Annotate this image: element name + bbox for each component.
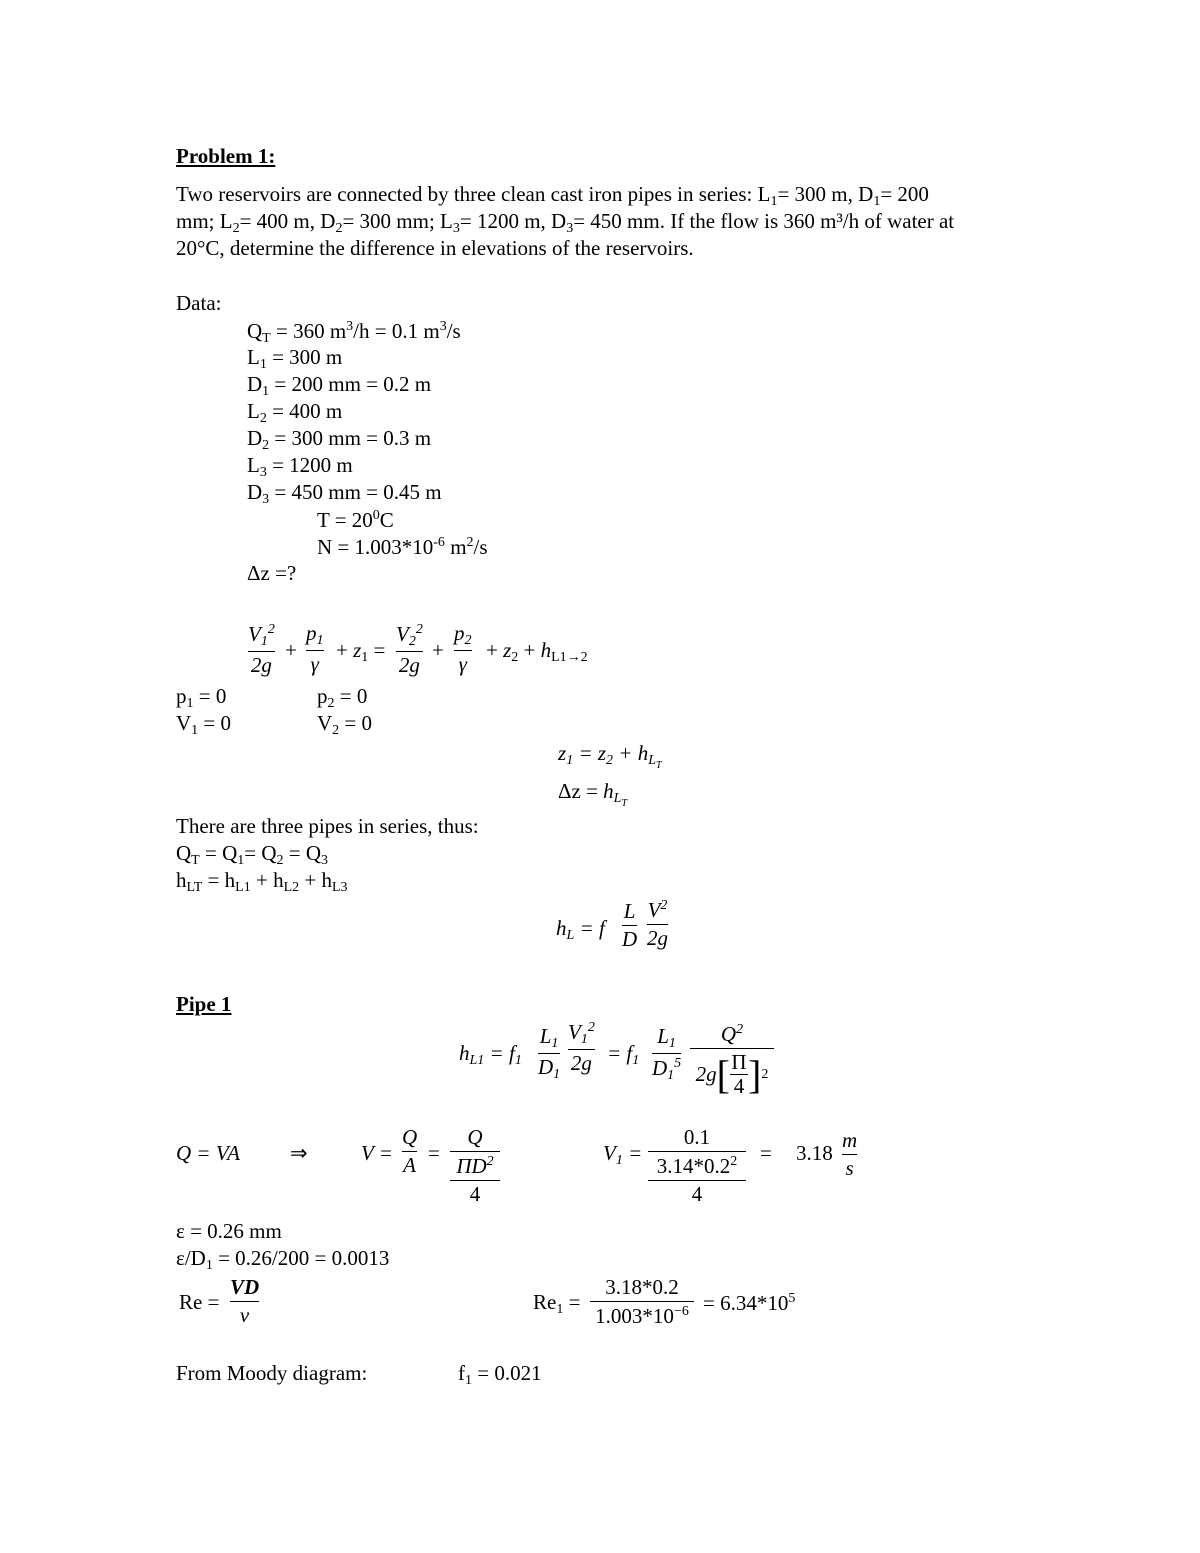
result-dz: $\Delta z = h_{L_T}$	[558, 779, 628, 809]
data-item-d1: $D_1 = 200$ mm = 0.2 m	[247, 372, 432, 399]
series-flow: $Q_T = Q_1= Q_2 = Q_3$	[176, 841, 329, 868]
statement-line-1: Two reservoirs are connected by three clean cast iron pipes in series: $L_1= 300$ m, $D_1= 200$	[176, 182, 929, 209]
data-item-l2: $L_2 = 400$ m	[247, 399, 343, 426]
series-text: There are three pipes in series, thus:	[176, 814, 479, 838]
pipe1-title: Pipe 1	[176, 992, 232, 1016]
friction-factor: $f_1 = 0.021$	[458, 1361, 542, 1388]
data-item-l1: $L_1 = 300$ m	[247, 345, 343, 372]
roughness: ε = 0.26 mm	[176, 1219, 282, 1243]
series-head: $h_{LT} = h_{L1} + h_{L2} + h_{L3}$	[176, 868, 348, 895]
result-z1: $z_1 = z_2 + h_{L_T}$	[558, 741, 662, 771]
problem-title: Problem 1:	[176, 144, 276, 168]
fraction-p2: $p_2$ γ	[454, 621, 472, 677]
data-item-t: $T = 20^0C$	[317, 508, 394, 532]
condition-v1: $V_1 = 0$	[176, 711, 232, 738]
fraction-p1: $p_1$ γ	[306, 621, 324, 677]
fraction-v1: $V_1^2$ 2g	[248, 622, 275, 678]
data-item-dz: Δz =?	[247, 561, 297, 585]
condition-v2: $V_2 = 0$	[317, 711, 373, 738]
data-item-d3: $D_3 = 450$ mm = 0.45 m	[247, 480, 442, 507]
data-item-d2: $D_2 = 300$ mm = 0.3 m	[247, 426, 432, 453]
fraction-v2: $V_2^2$ 2g	[396, 622, 423, 678]
document-page: Problem 1: Two reservoirs are connected by three clean cast iron pipes in series: $L_1= 300$ m, $D_1= 200$ mm; $L_2= 400$ m, $D_2= 300$ mm; $L_3= 1200$ m, $D_3= 450$ mm. If the flow is 360 m³/h of water at 20°C, determine the difference in elevations of the reservoirs. Data: $Q_T = 360$ $m^3/h = 0.1$ $m^3/s$ $L_1 = 300$ m $D_1 = 200$ mm = 0.2 m $L_2 = 400$ m $D_2 = 300$ mm = 0.3 m $L_3 = 1200$ m $D_3 = 450$ mm = 0.45 m $T = 20^0C$ $N = 1.003*10^{-6}$ $m^2/s$ Δz =? $V_1^2$ 2g + $p_1$ γ + $z_1$ = $V_2^2$ 2g + $p_2$ γ + $z_2 + h_{L1\to 2}$ $p_1 = 0$ $p_2 = 0$ $V_1 = 0$ $V_2 = 0$ $z_1 = z_2 + h_{L_T}$ $\Delta z = h_{L_T}$ There are three pipes in series, thus: $Q_T = Q_1= Q_2 = Q_3$ $h_{LT} = h_{L1} + h_{L2} + h_{L3}$ $h_L = f$ L D $V^2$ 2g Pipe 1 $h_{L1} = f_1$ $L_1$ $D_1$ $V_1^2$ 2g = $f_1$ $L_1$ $D_1^5$ $Q^2$ 2g [ Π 4 ] 2 Q = VA ⇒ V = Q A = Q $\Pi D^2$ 4 $V_1$ = 0.1 $3.14*0.2^2$ 4 = 3.18 m s ε = 0.26 mm $\varepsilon/D_1 = 0.26/200 = 0.0013$ Re = VD ν $Re_1$ = 3.18*0.2 $1.003*10^{-6}$ = $6.34*10^5$ From Moody diagram: $f_1 = 0.021$	[176, 144, 955, 1388]
data-item-n: $N = 1.003*10^{-6}$ $m^2/s$	[317, 535, 488, 559]
data-label: Data:	[176, 291, 222, 315]
relative-roughness: $\varepsilon/D_1 = 0.26/200 = 0.0013$	[176, 1246, 390, 1273]
moody-label: From Moody diagram:	[176, 1361, 368, 1385]
statement-line-3: 20°C, determine the difference in elevations of the reservoirs.	[176, 236, 694, 260]
condition-p2: $p_2 = 0$	[317, 684, 368, 711]
statement-line-2: mm; $L_2= 400$ m, $D_2= 300$ mm; $L_3= 1200$ m, $D_3= 450$ mm. If the flow is 360 m³/h of water at	[176, 209, 955, 236]
condition-p1: $p_1 = 0$	[176, 684, 227, 711]
data-item-l3: $L_3 = 1200$ m	[247, 453, 353, 480]
data-item-qt: $Q_T = 360$ $m^3/h = 0.1$ $m^3/s$	[247, 319, 461, 346]
